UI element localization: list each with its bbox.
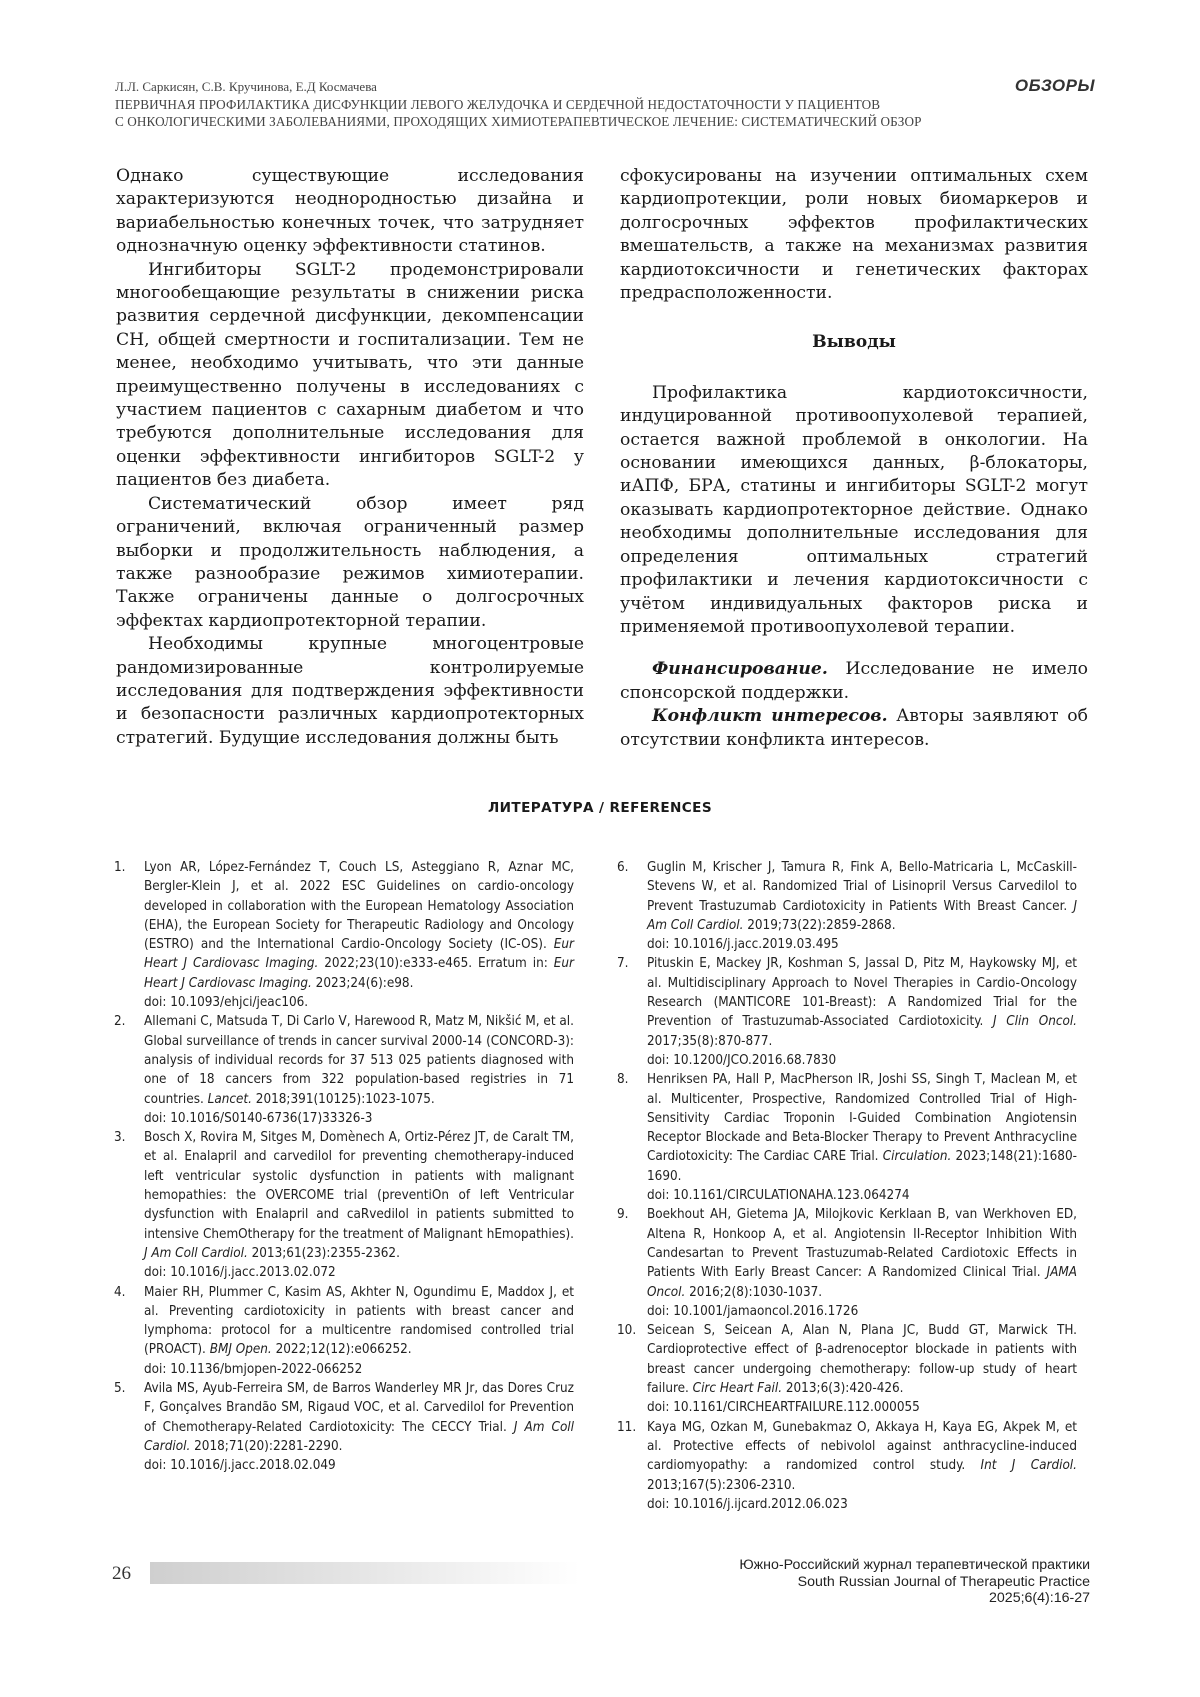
reference-item: 8. Henriksen PA, Hall P, MacPherson IR, Joshi SS, Singh T, Maclean M, et al. Multicenter, Prospective, Randomized Controlled Trial of High-Sensitivity Cardiac Troponin I-Guided Combination Angiotensin Receptor Blockade and Beta-Blocker Therapy to Prevent Anthracycline Cardiotoxicity: The Cardiac CARE Trial. Circulation. 2023;148(21):1680-1690. doi: 10.1161/CIRCULATIONAHA.123.064274 [617,1072,1077,1204]
header-section-label: ОБЗОРЫ [1014,76,1095,95]
conflict-label: Конфликт интересов. [652,706,888,727]
reference-item: 11. Kaya MG, Ozkan M, Gunebakmaz O, Akkaya H, Kaya EG, Akpek M, et al. Protective effects of nebivolol against anthracycline-induced cardiomyopathy: a randomized control study. Int J Cardiol. 2013;167(5):2306-2310. doi: 10.1016/j.ijcard.2012.06.023 [617,1419,1077,1512]
body-column-right [620,165,1088,752]
paragraph: Профилактика кардиотоксичности, индуцированной противоопухолевой терапией, остается важной проблемой в онкологии. На основании имеющихся данных, β-блокаторы, иАПФ, БРА, статины и ингибиторы SGLT-2 могут оказывать кардиопротекторное действие. Однако необходимы дополнительные исследования для определения оптимальных стратегий профилактики и лечения кардиотоксичности с учётом индивидуальных факторов риска и применяемой противоопухолевой терапии. [620,382,1088,637]
conclusions-heading: Выводы [812,332,896,353]
conflict-text: Авторы заявляют об отсутствии конфликта интересов. [620,706,1088,750]
header-authors: Л.Л. Саркисян, С.В. Кручинова, Е.Д Космачева [115,79,377,94]
reference-item: 1. Lyon AR, López-Fernández T, Couch LS, Asteggiano R, Aznar MC, Bergler-Klein J, et al. 2022 ESC Guidelines on cardio-oncology developed in collaboration with the European Hematology Association (EHA), the European Society for Therapeutic Radiology and Oncology (ESTRO) and the International Cardio-Oncology Society (IC-OS). Eur Heart J Cardiovasc Imaging. 2022;23(10):e333-e465. Erratum in: Eur Heart J Cardiovasc Imaging. 2023;24(6):e98. doi: 10.1093/ehjci/jeac106. [114,860,574,1011]
funding-text: Исследование не имело спонсорской поддержки. [620,659,1088,703]
reference-item: 4. Maier RH, Plummer C, Kasim AS, Akhter N, Ogundimu E, Maddox J, et al. Preventing cardiotoxicity in patients with breast cancer and lymphoma: protocol for a multicentre randomised controlled trial (PROACT). BMJ Open. 2022;12(12):e066252. doi: 10.1136/bmjopen-2022-066252 [114,1284,574,1377]
references-column-left [114,858,574,1476]
reference-item: 7. Pituskin E, Mackey JR, Koshman S, Jassal D, Pitz M, Haykowsky MJ, et al. Multidisciplinary Approach to Novel Therapies in Cardio-Oncology Research (MANTICORE 101-Breast): A Randomized Trial for the Prevention of Trastuzumab-Associated Cardiotoxicity. J Clin Oncol. 2017;35(8):870-877. doi: 10.1200/JCO.2016.68.7830 [617,956,1078,1068]
reference-item: 5. Avila MS, Ayub-Ferreira SM, de Barros Wanderley MR Jr, das Dores Cruz F, Gonçalves Brandão SM, Rigaud VOC, et al. Carvedilol for Prevention of Chemotherapy-Related Cardiotoxicity: The CECCY Trial. J Am Coll Cardiol. 2018;71(20):2281-2290. doi: 10.1016/j.jacc.2018.02.049 [114,1381,575,1474]
paragraph: сфокусированы на изучении оптимальных схем кардиопротекции, роли новых биомаркеров и долгосрочных эффектов профилактических вмешательств, а также на механизмах развития кардиотоксичности и генетических факторах предрасположенности. [620,166,1088,304]
body-column-left [116,165,584,750]
running-header [115,78,1095,130]
funding-label: Финансирование. [652,659,828,680]
references-heading: ЛИТЕРАТУРА / REFERENCES [487,800,713,816]
journal-info [739,1557,1090,1607]
reference-item: 3. Bosch X, Rovira M, Sitges M, Domènech A, Ortiz-Pérez JT, de Caralt TM, et al. Enalapril and carvedilol for preventing chemotherapy-induced left ventricular systolic dysfunction in patients with malignant hemopathies: the OVERCOME trial (preventiOn of left Ventricular dysfunction with Enalapril and caRvedilol in patients submitted to intensive ChemOtherapy for the treatment of Malignant hEmopathies). J Am Coll Cardiol. 2013;61(23):2355-2362. doi: 10.1016/j.jacc.2013.02.072 [114,1130,574,1281]
paragraph: Ингибиторы SGLT-2 продемонстрировали многообещающие результаты в снижении риска развития сердечной дисфункции, декомпенсации СН, общей смертности и госпитализации. Тем не менее, необходимо учитывать, что эти данные преимущественно получены в исследованиях с участием пациентов с сахарным диабетом и что требуются дополнительные исследования для оценки эффективности ингибиторов SGLT-2 у пациентов без диабета. [116,259,584,491]
header-title-line-2: С ОНКОЛОГИЧЕСКИМИ ЗАБОЛЕВАНИЯМИ, ПРОХОДЯЩИХ ХИМИОТЕРАПЕВТИЧЕСКОЕ ЛЕЧЕНИЕ: СИСТЕМАТИЧЕСКИЙ ОБЗОР [115,114,922,129]
header-title-line-1: ПЕРВИЧНАЯ ПРОФИЛАКТИКА ДИСФУНКЦИИ ЛЕВОГО ЖЕЛУДОЧКА И СЕРДЕЧНОЙ НЕДОСТАТОЧНОСТИ У ПАЦИЕНТОВ [115,97,881,112]
paragraph: Необходимы крупные многоцентровые рандомизированные контролируемые исследования для подтверждения эффективности и безопасности различных кардиопротекторных стратегий. Будущие исследования должны быть [116,634,584,748]
paragraph: Однако существующие исследования характеризуются неоднородностью дизайна и вариабельностью конечных точек, что затрудняет однозначную оценку эффективности статинов. [116,166,584,257]
journal-name-ru: Южно-Российский журнал терапевтической практики [739,1557,1090,1573]
reference-item: 6. Guglin M, Krischer J, Tamura R, Fink A, Bello-Matricaria L, McCaskill-Stevens W, et al. Randomized Trial of Lisinopril Versus Carvedilol to Prevent Trastuzumab Cardiotoxicity in Patients With Breast Cancer. J Am Coll Cardiol. 2019;73(22):2859-2868. doi: 10.1016/j.jacc.2019.03.495 [617,860,1077,953]
reference-item: 9. Boekhout AH, Gietema JA, Milojkovic Kerklaan B, van Werkhoven ED, Altena R, Honkoop A, et al. Angiotensin II-Receptor Inhibition With Candesartan to Prevent Trastuzumab-Related Cardiotoxic Effects in Patients With Early Breast Cancer: A Randomized Clinical Trial. JAMA Oncol. 2016;2(8):1030-1037. doi: 10.1001/jamaoncol.2016.1726 [617,1207,1077,1319]
footer-gradient-bar [150,1562,580,1584]
page-number: 26 [112,1563,131,1584]
references-column-right [617,858,1077,1514]
journal-issue: 2025;6(4):16-27 [989,1590,1090,1606]
paragraph: Систематический обзор имеет ряд ограничений, включая ограниченный размер выборки и продолжительность наблюдения, а также разнообразие режимов химиотерапии. Также ограничены данные о долгосрочных эффектах кардиопротекторной терапии. [116,493,584,631]
reference-item: 2. Allemani C, Matsuda T, Di Carlo V, Harewood R, Matz M, Nikšić M, et al. Global surveillance of trends in cancer survival 2000-14 (CONCORD-3): analysis of individual records for 37 513 025 patients diagnosed with one of 18 cancers from 322 population-based registries in 71 countries. Lancet. 2018;391(10125):1023-1075. doi: 10.1016/S0140-6736(17)33326-3 [114,1014,574,1126]
conflict-statement [620,705,1088,752]
reference-item: 10. Seicean S, Seicean A, Alan N, Plana JC, Budd GT, Marwick TH. Cardioprotective effect of β-adrenoceptor blockade in patients with breast cancer undergoing chemotherapy: follow-up study of heart failure. Circ Heart Fail. 2013;6(3):420-426. doi: 10.1161/CIRCHEARTFAILURE.112.000055 [617,1323,1077,1416]
journal-name-en: South Russian Journal of Therapeutic Practice [797,1573,1090,1590]
funding-statement [620,658,1088,705]
